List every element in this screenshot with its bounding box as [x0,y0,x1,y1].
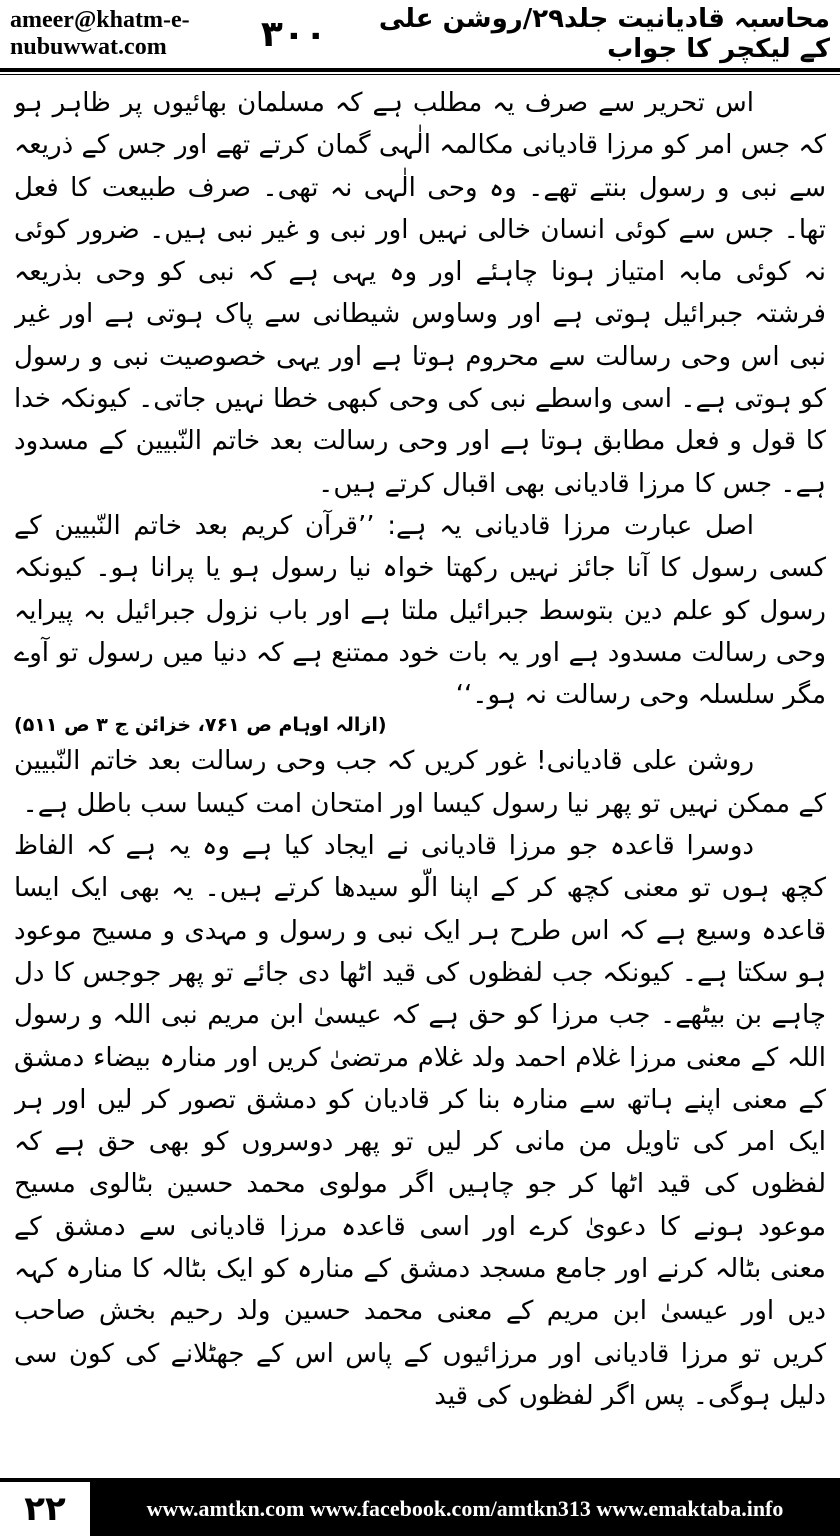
quote-reference: (ازالہ اوہام ص ۷۶۱، خزائن ج ۳ ص ۵۱۱) [14,714,387,737]
paragraph-1: اس تحریر سے صرف یہ مطلب ہے کہ مسلمان بھائیوں پر ظاہر ہو کہ جس امر کو مرزا قادیانی مکالمہ الٰہی گمان کرتے تھے اور جس کے ذریعہ سے نبی و رسول بنتے تھے۔ وہ وحی الٰہی نہ تھی۔ صرف طبیعت کا فعل تھا۔ جس سے کوئی انسان خالی نہیں اور نبی و غیر نبی ہیں۔ ضرور کوئی نہ کوئی مابہ امتیاز ہونا چاہئے اور وہ یہی ہے کہ نبی کو وحی بذریعہ فرشتہ جبرائیل ہوتی ہے اور وساوس شیطانی سے پاک ہوتی ہے اور غیر نبی اس وحی رسالت سے محروم ہوتا ہے اور یہی خصوصیت نبی و رسول کو ہوتی ہے۔ اسی واسطے نبی کی وحی کبھی خطا نہیں جاتی۔ کیونکہ خدا کا قول و فعل مطابق ہوتا ہے اور وحی رسالت بعد خاتم النّبیین کے مسدود ہے۔ جس کا مرزا قادیانی بھی اقبال کرتے ہیں۔ [14,88,826,499]
header-title-group [261,4,830,64]
book-title: محاسبہ قادیانیت جلد۲۹/روشن علی کے لیکچر کا جواب [378,4,830,64]
header-email: ameer@khatm-e-nubuwwat.com [10,7,190,60]
paragraph-4: دوسرا قاعدہ جو مرزا قادیانی نے ایجاد کیا ہے وہ یہ ہے کہ الفاظ کچھ ہوں تو معنی کچھ کر کے اپنا الّو سیدھا کرتے ہیں۔ یہ بھی ایک ایسا قاعدہ وسیع ہے کہ اس طرح ہر ایک نبی و رسول و مہدی و مسیح موعود ہو سکتا ہے۔ کیونکہ جب لفظوں کی قید اٹھا دی جائے تو پھر جوجس کا دل چاہے بن بیٹھے۔ جب مرزا کو حق ہے کہ عیسیٰ ابن مریم نبی اللہ و رسول اللہ کے معنی مرزا غلام احمد ولد غلام مرتضیٰ کریں اور منارہ بیضاء دمشق کے معنی اپنے ہاتھ سے منارہ بنا کر قادیان کو دمشق تصور کر لیں اور ہر ایک امر کی تاویل من مانی کر لیں تو پھر دوسروں کو بھی حق ہے کہ لفظوں کی قید اٹھا کر جو چاہیں اگر مولوی محمد حسین بٹالوی مسیح موعود ہونے کا دعویٰ کرے اور اسی قاعدہ مرزا قادیانی سے دمشق کے معنی بٹالہ کرنے اور جامع مسجد دمشق کے منارہ کو ایک بٹالہ کا منارہ کہہ دیں اور عیسیٰ ابن مریم کے معنی محمد حسین ولد رحیم بخش صاحب کریں تو مرزا قادیانی اور مرزائیوں کے پاس اس کے جھٹلانے کی کون سی دلیل ہوگی۔ پس اگر لفظوں کی قید [14,831,826,1411]
paragraph-3: روشن علی قادیانی! غور کریں کہ جب وحی رسالت بعد خاتم النّبیین کے ممکن نہیں تو پھر نیا رسول کیسا اور امتحان امت کیسا سب باطل ہے۔ [14,746,826,819]
header-rule [0,68,840,75]
header-page-number: ۳۰۰ [260,13,327,55]
page-header [10,0,830,68]
paragraph-2: اصل عبارت مرزا قادیانی یہ ہے: ’’قرآن کریم بعد خاتم النّبیین کے کسی رسول کا آنا جائز نہیں رکھتا خواہ نیا رسول ہو یا پرانا ہو۔ کیونکہ رسول کو علم دین بتوسط جبرائیل ملتا ہے اور باب نزول جبرائیل بہ پیرایہ وحی رسالت مسدود ہے اور یہ بات خود ممتنع ہے کہ دنیا میں رسول تو آوے مگر سلسلہ وحی رسالت نہ ہو۔‘‘ [14,510,826,711]
footer-websites: www.amtkn.com www.facebook.com/amtkn313 www.emaktaba.info [90,1482,840,1536]
footer-page-number: ۲۲ [24,1489,66,1529]
page-footer [0,1478,840,1540]
page-body [14,82,826,1480]
